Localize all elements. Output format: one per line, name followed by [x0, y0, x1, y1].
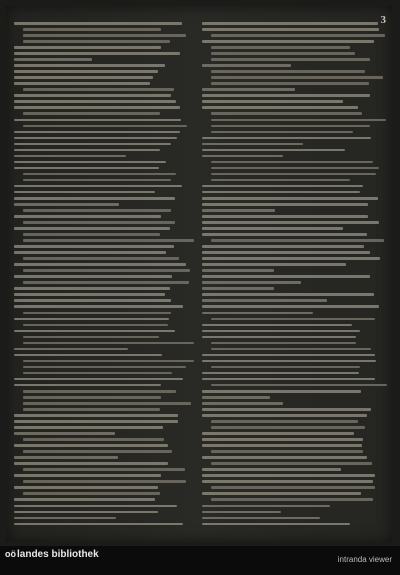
entry-line — [202, 474, 375, 477]
entry-line — [23, 179, 171, 182]
entry-line — [202, 281, 301, 284]
entry-line — [14, 354, 162, 357]
entry-line — [202, 197, 378, 200]
entry-line — [14, 185, 182, 188]
entry-line — [14, 414, 178, 417]
entry-line — [202, 137, 371, 140]
entry-line — [202, 185, 363, 188]
entry-line — [202, 149, 345, 152]
entry-line — [14, 330, 175, 333]
viewer-label[interactable]: intranda viewer — [337, 555, 392, 564]
entry-line — [202, 287, 274, 290]
left-column-entries — [14, 22, 186, 529]
entry-line — [14, 444, 168, 447]
entry-line — [202, 517, 320, 520]
entry-line — [23, 438, 164, 441]
entry-line — [202, 402, 283, 405]
entry-line — [14, 420, 178, 423]
entry-line — [23, 125, 187, 128]
entry-line — [14, 456, 118, 459]
entry-line — [202, 209, 275, 212]
entry-line — [14, 462, 168, 465]
entry-line — [211, 119, 386, 122]
entry-line — [211, 70, 365, 73]
entry-line — [211, 486, 375, 489]
entry-line — [211, 52, 355, 55]
entry-line — [202, 203, 368, 206]
entry-line — [14, 293, 165, 296]
entry-line — [202, 215, 368, 218]
entry-line — [14, 523, 183, 526]
entry-line — [202, 28, 379, 31]
entry-line — [202, 257, 380, 260]
entry-line — [202, 221, 379, 224]
entry-line — [211, 462, 372, 465]
entry-line — [14, 498, 155, 501]
entry-line — [23, 396, 161, 399]
entry-line — [211, 131, 353, 134]
entry-line — [14, 511, 158, 514]
entry-line — [211, 239, 384, 242]
entry-line — [14, 52, 180, 55]
entry-line — [14, 227, 170, 230]
entry-line — [202, 324, 352, 327]
entry-line — [14, 305, 183, 308]
entry-line — [211, 420, 358, 423]
entry-line — [202, 505, 330, 508]
entry-line — [202, 456, 367, 459]
entry-line — [23, 28, 161, 31]
entry-line — [14, 299, 171, 302]
page-number: 3 — [380, 14, 386, 26]
entry-line — [14, 486, 158, 489]
entry-line — [23, 480, 186, 483]
entry-line — [14, 82, 150, 85]
entry-line — [14, 149, 160, 152]
entry-line — [211, 161, 373, 164]
entry-line — [14, 287, 170, 290]
entry-line — [14, 318, 169, 321]
entry-line — [14, 245, 174, 248]
entry-line — [14, 517, 116, 520]
entry-line — [14, 384, 161, 387]
entry-line — [14, 263, 186, 266]
entry-line — [14, 22, 182, 25]
entry-line — [23, 366, 186, 369]
entry-line — [211, 318, 375, 321]
entry-line — [23, 233, 160, 236]
entry-line — [14, 46, 161, 49]
entry-line — [202, 523, 350, 526]
entry-line — [202, 511, 281, 514]
entry-line — [202, 227, 343, 230]
entry-line — [202, 372, 359, 375]
entry-line — [14, 131, 180, 134]
entry-line — [23, 312, 171, 315]
entry-line — [211, 46, 350, 49]
entry-line — [202, 444, 362, 447]
entry-line — [14, 143, 171, 146]
entry-line — [23, 112, 160, 115]
entry-line — [23, 372, 172, 375]
entry-line — [202, 251, 370, 254]
entry-line — [23, 88, 174, 91]
entry-line — [202, 263, 346, 266]
entry-line — [23, 402, 191, 405]
entry-line — [211, 125, 370, 128]
entry-line — [211, 58, 370, 61]
scanned-page — [6, 6, 392, 542]
entry-line — [14, 155, 126, 158]
entry-line — [23, 408, 160, 411]
entry-line — [202, 100, 343, 103]
entry-line — [202, 143, 303, 146]
entry-line — [211, 450, 363, 453]
entry-line — [14, 76, 153, 79]
entry-line — [202, 22, 378, 25]
entry-line — [23, 336, 159, 339]
entry-line — [202, 155, 283, 158]
entry-line — [211, 167, 379, 170]
entry-line — [23, 221, 175, 224]
entry-line — [202, 40, 374, 43]
entry-line — [202, 432, 354, 435]
entry-line — [202, 438, 363, 441]
entry-line — [14, 505, 177, 508]
entry-line — [14, 348, 128, 351]
entry-line — [211, 498, 373, 501]
entry-line — [211, 112, 362, 115]
entry-line — [23, 34, 186, 37]
entry-line — [14, 137, 177, 140]
logo-name: landes bibliothek — [17, 549, 99, 560]
entry-line — [202, 293, 374, 296]
right-column-entries — [202, 22, 380, 529]
entry-line — [211, 384, 387, 387]
entry-line — [211, 348, 371, 351]
entry-line — [202, 354, 375, 357]
entry-line — [14, 94, 171, 97]
entry-line — [202, 408, 371, 411]
entry-line — [14, 100, 176, 103]
entry-line — [202, 414, 367, 417]
entry-line — [202, 360, 376, 363]
entry-line — [211, 76, 383, 79]
entry-line — [14, 378, 183, 381]
entry-line — [202, 94, 370, 97]
entry-line — [202, 330, 360, 333]
entry-line — [202, 468, 341, 471]
entry-line — [202, 275, 370, 278]
entry-line — [14, 474, 161, 477]
entry-line — [202, 191, 360, 194]
entry-line — [202, 390, 361, 393]
entry-line — [14, 106, 180, 109]
entry-line — [23, 360, 194, 363]
entry-line — [14, 191, 155, 194]
entry-line — [23, 257, 179, 260]
entry-line — [202, 378, 375, 381]
entry-line — [23, 492, 160, 495]
entry-line — [23, 390, 176, 393]
entry-line — [202, 245, 364, 248]
entry-line — [23, 209, 171, 212]
entry-line — [202, 233, 367, 236]
entry-line — [14, 119, 181, 122]
entry-line — [211, 426, 365, 429]
entry-line — [14, 215, 161, 218]
entry-line — [14, 167, 159, 170]
entry-line — [14, 197, 175, 200]
entry-line — [202, 64, 291, 67]
entry-line — [23, 342, 194, 345]
entry-line — [23, 324, 168, 327]
entry-line — [202, 312, 313, 315]
entry-line — [211, 173, 376, 176]
entry-line — [14, 64, 165, 67]
entry-line — [23, 173, 176, 176]
entry-line — [202, 492, 361, 495]
entry-line — [14, 275, 172, 278]
entry-line — [14, 58, 92, 61]
entry-line — [211, 366, 360, 369]
viewer-footer — [0, 546, 400, 575]
entry-line — [202, 396, 270, 399]
entry-line — [23, 239, 194, 242]
entry-line — [14, 251, 166, 254]
entry-line — [202, 299, 327, 302]
entry-line — [202, 480, 373, 483]
entry-line — [202, 88, 295, 91]
entry-line — [14, 432, 115, 435]
entry-line — [23, 269, 190, 272]
entry-line — [14, 426, 163, 429]
entry-line — [211, 34, 385, 37]
entry-line — [211, 342, 356, 345]
logo-prefix: oö — [5, 549, 16, 559]
entry-line — [14, 203, 119, 206]
entry-line — [14, 161, 166, 164]
entry-line — [211, 179, 350, 182]
entry-line — [211, 82, 369, 85]
entry-line — [202, 336, 356, 339]
entry-line — [23, 468, 185, 471]
entry-line — [23, 40, 170, 43]
entry-line — [202, 305, 379, 308]
entry-line — [202, 106, 358, 109]
entry-line — [23, 450, 172, 453]
entry-line — [23, 281, 189, 284]
entry-line — [202, 269, 274, 272]
entry-line — [14, 70, 158, 73]
